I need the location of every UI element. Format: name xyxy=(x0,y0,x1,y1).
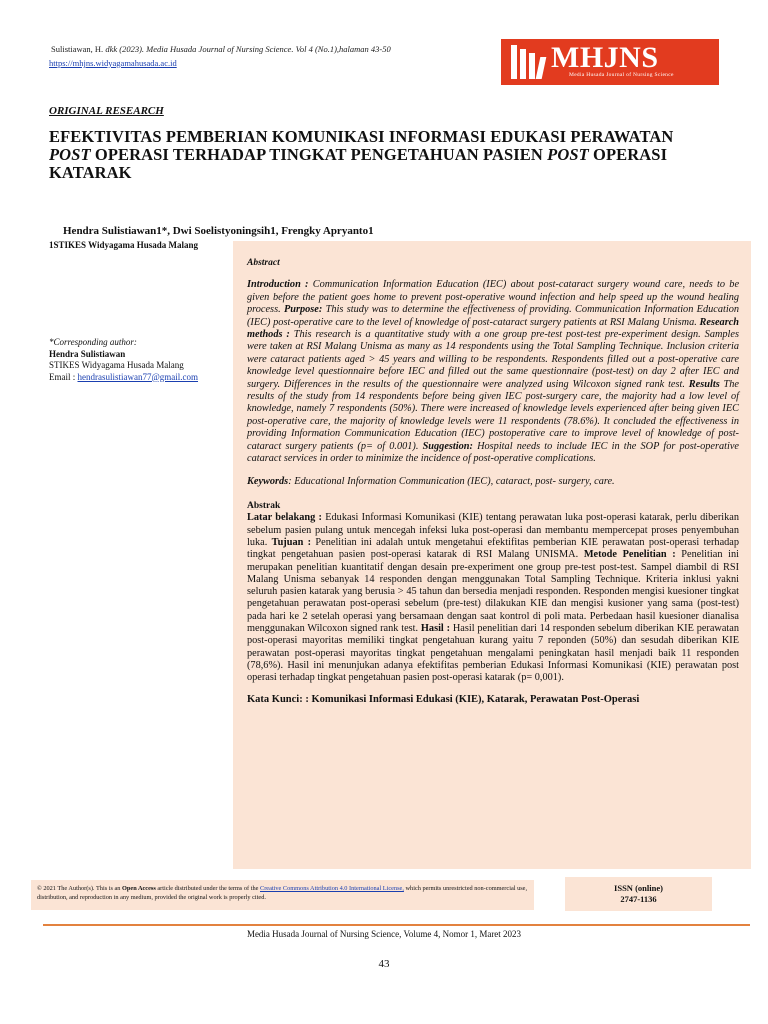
issn-number: 2747-1136 xyxy=(620,894,657,904)
title-line-1: EFEKTIVITAS PEMBERIAN KOMUNIKASI INFORMASI EDUKASI PERAWATAN xyxy=(49,127,674,146)
title-line-2: POST OPERASI TERHADAP TINGKAT PENGETAHUAN PASIEN POST OPERASI xyxy=(49,145,668,164)
keywords-en: Keywords: Educational Information Communication (IEC), cataract, post- surgery, care. xyxy=(247,475,615,487)
logo-text: MHJNS xyxy=(551,41,659,74)
article-title xyxy=(49,128,739,182)
issn-box xyxy=(565,877,712,911)
citation-details: dkk (2023). Media Husada Journal of Nursing Science. Vol 4 (No.1),halaman 43-50 xyxy=(103,44,391,54)
affiliation: 1STIKES Widyagama Husada Malang xyxy=(49,240,198,250)
corresponding-name: Hendra Sulistiawan xyxy=(49,348,126,359)
journal-logo xyxy=(501,39,719,85)
page-number: 43 xyxy=(378,958,390,970)
citation-line xyxy=(51,44,391,54)
abstract-heading-id: Abstrak xyxy=(247,500,281,511)
email-link[interactable]: hendrasulistiawan77@gmail.com xyxy=(77,371,199,382)
footer-divider xyxy=(43,924,750,926)
logo-bars-icon xyxy=(511,45,547,79)
corresponding-author xyxy=(49,337,198,383)
keywords-id: Kata Kunci: : Komunikasi Informasi Edukasi (KIE), Katarak, Perawatan Post-Operasi xyxy=(247,694,640,706)
abstract-heading-en: Abstract xyxy=(247,258,280,268)
title-line-3: KATARAK xyxy=(49,163,132,182)
license-link[interactable]: Creative Commons Attribution 4.0 International License, xyxy=(260,885,404,892)
citation-authors: Sulistiawan, H. xyxy=(51,44,104,54)
abstract-id-body: Latar belakang : Edukasi Informasi Komunikasi (KIE) tentang perawatan luka post-operasi katarak, perlu diberikan sebelum pasien pulang untuk mencegah infeksi luka post-operasi dan membantu mempercepat proses penyembuhan luka. Tujuan : Penelitian ini adalah untuk mengetahui efektifitas pemberian KIE perawatan post-operasi terhadap tingkat pengetahuan pasien post-operasi katarak di RSI Malang UNISMA. Metode Penelitian : Penelitian ini merupakan penelitian kuantitatif dengan desain pre-experiment one group pre-test post-test. Sampel diambil di RSI Malang Unisma sebanyak 14 responden dengan menggunakan Total Sampling Technique. Kriteria inklusi yakni seluruh pasien katarak yang berusia > 45 tahun dan bersedia menjadi responden. Responden mengisi kuesioner tingkat pengetahuan perawatan post-operasi sebelum (pre-test) dilakukan KIE dan mengisi kusioner yang sama (post-test) pada hari ke 2 setelah operasi yang bersamaan dengan saat kontrol di poli mata. Perbedaan hasil kuesioner dianalisa menggunakan Wilcoxon signed rank test. Hasil : Hasil penelitian dari 14 responden sebelum diberikan KIE perawatan post-operasi mayoritas memiliki tingkat pengetahuan kurang yaitu 7 reponden (50%) dan sesudah diberikan KIE perawatan post-operasi mayoritas tingkat pengetahuan mengalami peningkatan hasil menjadi baik 11 responden (78,6%). Hasil ini menunjukan adanya efektifitas pemberian Edukasi Informasi Komunikasi (KIE) perawatan post operasi terhadap tingkat pengetahuan pasien post-operasi katarak (p= 0,001). xyxy=(247,512,740,684)
abstract-en-body: Introduction : Communication Information Education (IEC) about post-cataract surgery wound care, needs to be given before the patient goes home to prevent post-operative wound infection and help speed up the wound healing process. Purpose: This study was to determine the effectiveness of providing. Communication Information Education (IEC) post-operative care to the level of knowledge of post-cataract surgery patients at RSI Malang Unisma. Research methods : This research is a quantitative study with a one group pre-test post-test pre-experiment design. Samples were taken at RSI Malang Unisma as many as 14 respondents using the Total Sampling Technique. Inclusion criteria were cataract patients aged > 45 years and willing to be respondents. Respondents filled out a post-operative care knowledge level questionnaire before IEC and filled out the same questionnaire (post-test) on day 2 after IEC and surgery. Differences in the results of the questionnaire were analyzed using Wilcoxon signed rank test. Results The results of the study from 14 respondents before being given IEC post-surgery care, the majority had a low level of knowledge, namely 7 respondents (50%). There were increased of knowledge levels experienced after being given IEC post-operative care, the majority of knowledge levels were 11 respondents (78.6%). It concluded the effectiveness in providing Information Communication Education (IEC) postoperative care to improve level of knowledge of post-cataract surgery patients (p= of 0.001). Suggestion: Hospital needs to include IEC in the SOP for post-operative cataract services in order to minimize the incidence of post-operative complications. xyxy=(247,279,740,465)
license-notice: © 2021 The Author(s). This is an Open Access article distributed under the terms of the Creative Commons Attribution 4.0 International License, which permits unrestricted non-commercial use, distribution, and reproduction in any medium, provided the original work is properly cited. xyxy=(31,880,534,910)
journal-url-link[interactable]: https://mhjns.widyagamahusada.ac.id xyxy=(49,58,177,68)
corresponding-institution: STIKES Widyagama Husada Malang xyxy=(49,360,184,370)
corresponding-label: *Corresponding author: xyxy=(49,337,137,347)
corresponding-email-row: Email : hendrasulistiawan77@gmail.com xyxy=(49,371,199,382)
issn-label: ISSN (online) xyxy=(614,883,663,893)
logo-subtitle: Media Husada Journal of Nursing Science xyxy=(569,72,674,78)
footer-journal: Media Husada Journal of Nursing Science, Volume 4, Nomor 1, Maret 2023 xyxy=(246,929,522,939)
author-list: Hendra Sulistiawan1*, Dwi Soelistyoningsih1, Frengky Apryanto1 xyxy=(63,225,374,237)
abstract-box xyxy=(233,241,751,869)
article-type: ORIGINAL RESEARCH xyxy=(49,105,164,117)
